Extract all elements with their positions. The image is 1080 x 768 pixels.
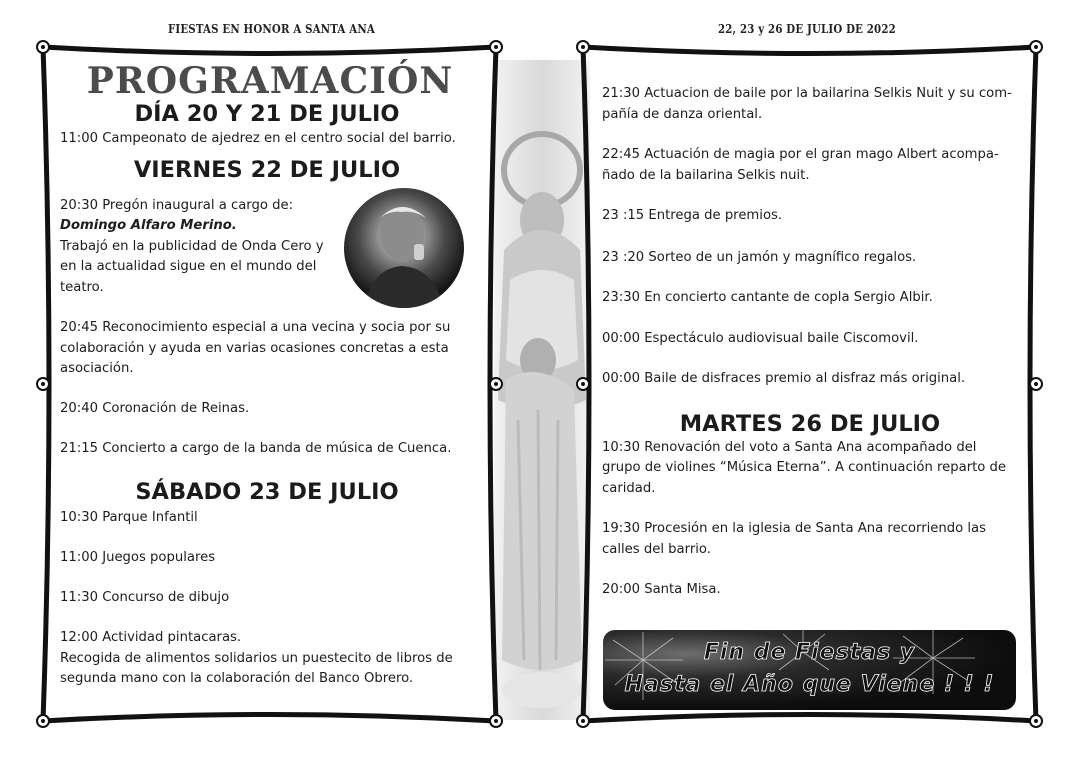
event-item: 11:00 Campeonato de ajedrez en el centro social del barrio. <box>60 131 456 146</box>
page-title: PROGRAMACIÓN <box>86 60 454 102</box>
event-item: segunda mano con la colaboración del Banco Obrero. <box>60 671 414 686</box>
event-item: 20:45 Reconocimiento especial a una vecina y socia por su <box>60 320 451 335</box>
event-item: Recogida de alimentos solidarios un puestecito de libros de <box>60 650 453 666</box>
day-heading-sabado: SÁBADO 23 DE JULIO <box>135 478 399 505</box>
day-heading-viernes: VIERNES 22 DE JULIO <box>133 156 401 183</box>
event-item: 21:15 Concierto a cargo de la banda de música de Cuenca. <box>60 441 452 456</box>
pregon-line: Trabajó en la publicidad de Onda Cero y <box>60 238 324 254</box>
fin-de-fiestas-banner <box>603 630 1016 710</box>
event-item: ñado de la bailarina Selkis nuit. <box>602 167 810 183</box>
event-item: 21:30 Actuacion de baile por la bailarina Selkis Nuit y su com- <box>602 86 1012 101</box>
pregon-speaker-name: Domingo Alfaro Merino. <box>60 218 237 233</box>
event-item: pañía de danza oriental. <box>602 106 763 122</box>
pregon-line: 20:30 Pregón inaugural a cargo de: <box>60 197 294 213</box>
pregon-line: en la actualidad sigue en el mundo del <box>60 259 317 274</box>
right-page <box>602 84 1022 601</box>
banner-line-2: Hasta el Año que Viene ! ! ! <box>624 672 995 697</box>
event-item: 11:00 Juegos populares <box>60 550 216 565</box>
event-item: 10:30 Renovación del voto a Santa Ana acompañado del <box>602 439 977 455</box>
event-item: 12:00 Actividad pintacaras. <box>60 630 242 645</box>
left-page <box>60 62 474 690</box>
pregon-line: teatro. <box>60 279 104 295</box>
header-right: 22, 23 y 26 DE JULIO DE 2022 <box>718 22 896 36</box>
event-item: asociación. <box>60 361 134 376</box>
event-item: 23:30 En concierto cantante de copla Sergio Albir. <box>602 290 933 305</box>
day-heading-martes: MARTES 26 DE JULIO <box>679 410 941 437</box>
event-item: grupo de violines “Música Eterna”. A continuación reparto de <box>602 460 1007 475</box>
event-item: 23 :20 Sorteo de un jamón y magnífico regalos. <box>602 249 917 265</box>
event-item: calles del barrio. <box>602 541 711 557</box>
event-item: 19:30 Procesión en la iglesia de Santa Ana recorriendo las <box>602 521 986 536</box>
santa-ana-statue-image <box>494 60 590 720</box>
event-item: 20:00 Santa Misa. <box>602 582 721 597</box>
event-item: 23 :15 Entrega de premios. <box>602 208 783 223</box>
pregon-block <box>60 196 340 299</box>
event-item: 10:30 Parque Infantil <box>60 509 198 525</box>
day-heading-20-21: DÍA 20 Y 21 DE JULIO <box>134 101 400 127</box>
event-item: 11:30 Concurso de dibujo <box>60 589 230 605</box>
event-item: 20:40 Coronación de Reinas. <box>60 400 250 416</box>
event-item: 00:00 Baile de disfraces premio al disfraz más original. <box>602 371 966 386</box>
event-item: caridad. <box>602 480 656 496</box>
banner-line-1: Fin de Fiestas y <box>703 640 916 665</box>
event-item: 22:45 Actuación de magia por el gran mago Albert acompa- <box>602 147 999 162</box>
event-item: 00:00 Espectáculo audiovisual baile Ciscomovil. <box>602 330 919 346</box>
event-item: colaboración y ayuda en varias ocasiones concretas a esta <box>60 340 449 356</box>
header-left: FIESTAS EN HONOR A SANTA ANA <box>168 22 375 36</box>
speaker-photo <box>344 188 464 308</box>
